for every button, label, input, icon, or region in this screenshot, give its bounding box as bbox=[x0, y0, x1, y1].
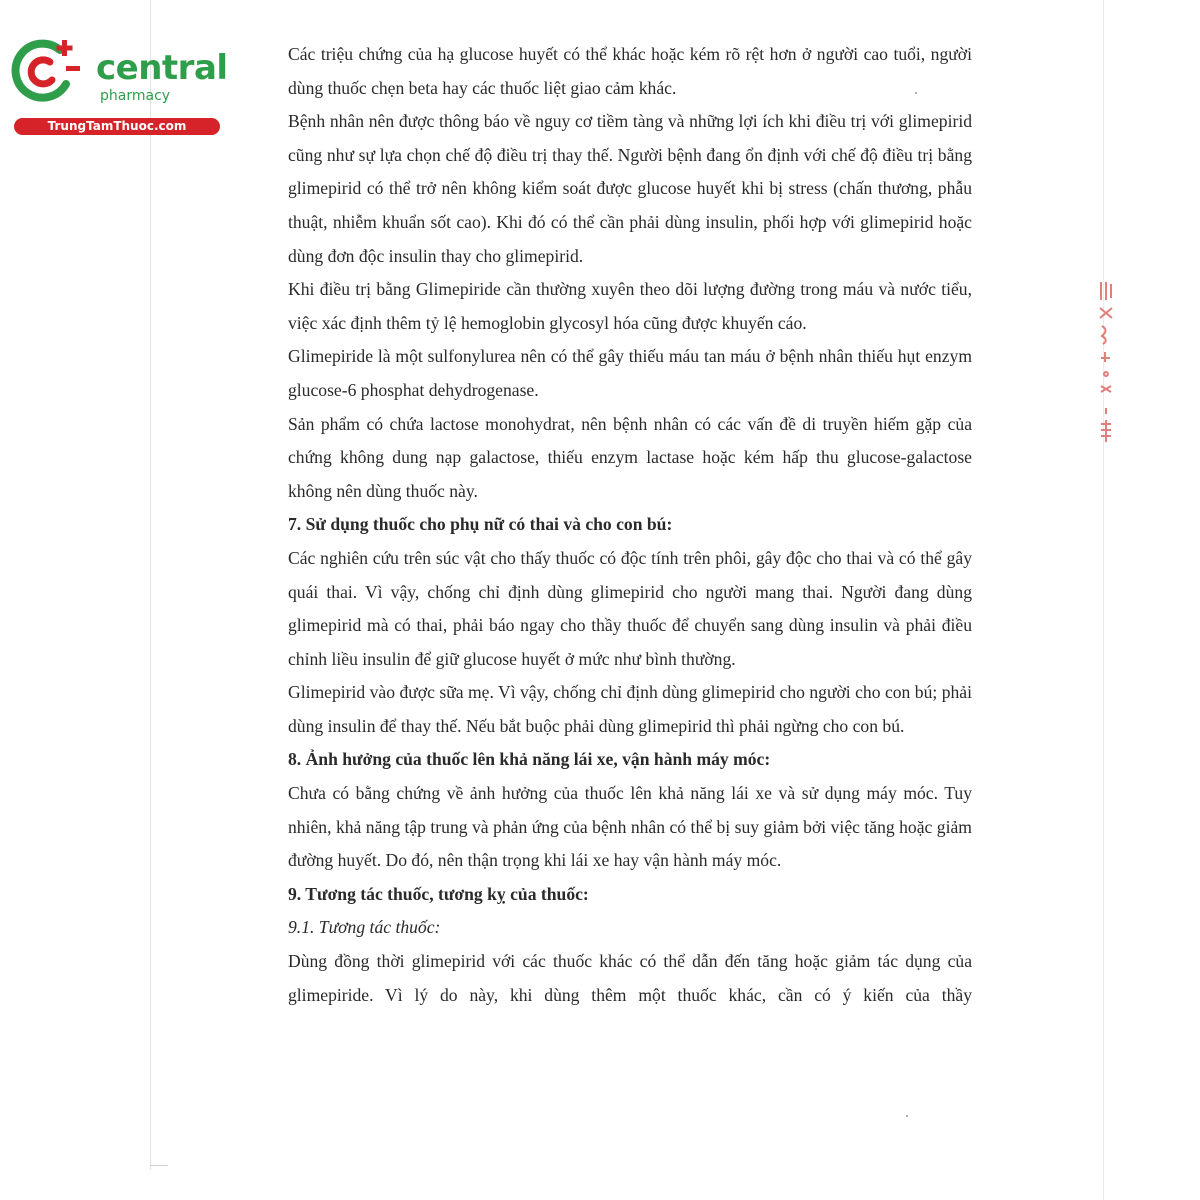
section-subheading: 9.1. Tương tác thuốc: bbox=[288, 917, 441, 938]
scan-corner-mark bbox=[150, 1165, 168, 1166]
section-heading: 9. Tương tác thuốc, tương kỵ của thuốc: bbox=[288, 883, 589, 904]
body-paragraph: Các triệu chứng của hạ glucose huyết có thể khác hoặc kém rõ rệt hơn ở người cao tuổi, người dùng thuốc chẹn beta hay các thuốc liệt giao cảm khác. bbox=[288, 44, 972, 98]
scan-speck bbox=[915, 92, 917, 94]
section-heading: 8. Ảnh hưởng của thuốc lên khả năng lái xe, vận hành máy móc: bbox=[288, 749, 771, 770]
section-heading: 7. Sử dụng thuốc cho phụ nữ có thai và cho con bú: bbox=[288, 514, 673, 535]
logo-site-banner[interactable]: TrungTamThuoc.com bbox=[14, 118, 220, 135]
body-paragraph: Các nghiên cứu trên súc vật cho thấy thuốc có độc tính trên phôi, gây độc cho thai và có thể gây quái thai. Vì vậy, chống chỉ định dùng glimepirid cho người mang thai. Người đang dùng glimepirid mà có thai, phải báo ngay cho thầy thuốc để chuyển sang dùng insulin và phải điều chỉnh liều insulin để giữ glucose huyết ở mức như bình thường. bbox=[288, 547, 972, 669]
body-paragraph: Chưa có bằng chứng về ảnh hưởng của thuốc lên khả năng lái xe và sử dụng máy móc. Tuy nhiên, khả năng tập trung và phản ứng của bệnh nhân có thể bị suy giảm bởi việc tăng hoặc giảm đường huyết. Do đó, nên thận trọng khi lái xe hay vận hành máy móc. bbox=[288, 783, 972, 871]
scan-speck bbox=[906, 1115, 908, 1117]
page-edge-right bbox=[1103, 0, 1104, 1200]
body-paragraph: Dùng đồng thời glimepirid với các thuốc khác có thể dẫn đến tăng hoặc giảm tác dụng của glimepiride. Vì lý do này, khi dùng thêm một thuốc khác, cần có ý kiến của thầy bbox=[288, 951, 972, 1005]
document-body bbox=[288, 38, 972, 1012]
central-pharmacy-logo[interactable] bbox=[10, 38, 228, 138]
page-edge-left bbox=[150, 0, 151, 1170]
body-paragraph: Glimepirid vào được sữa mẹ. Vì vậy, chống chỉ định dùng glimepirid cho người cho con bú; phải dùng insulin để thay thế. Nếu bắt buộc phải dùng glimepirid thì phải ngừng cho con bú. bbox=[288, 682, 972, 736]
red-margin-stamp bbox=[1093, 278, 1119, 448]
body-paragraph: Sản phẩm có chứa lactose monohydrat, nên bệnh nhân có các vấn đề di truyền hiếm gặp của chứng không dung nạp galactose, thiếu enzym lactase hoặc kém hấp thu glucose-galactose không nên dùng thuốc này. bbox=[288, 413, 972, 501]
body-paragraph: Bệnh nhân nên được thông báo về nguy cơ tiềm tàng và những lợi ích khi điều trị với glimepirid cũng như sự lựa chọn chế độ điều trị thay thế. Người bệnh đang ổn định với chế độ điều trị bằng glimepirid có thể trở nên không kiểm soát được glucose huyết khi bị stress (chấn thương, phẫu thuật, nhiễm khuẩn sốt cao). Khi đó có thể cần phải dùng insulin, phối hợp với glimepirid hoặc dùng đơn độc insulin thay cho glimepirid. bbox=[288, 111, 972, 266]
body-paragraph: Khi điều trị bằng Glimepiride cần thường xuyên theo dõi lượng đường trong máu và nước tiểu, việc xác định thêm tỷ lệ hemoglobin glycosyl hóa cũng được khuyến cáo. bbox=[288, 279, 972, 333]
central-pharmacy-logo-icon bbox=[10, 38, 80, 104]
logo-brand-text: central bbox=[96, 48, 228, 88]
body-paragraph: Glimepiride là một sulfonylurea nên có thể gây thiếu máu tan máu ở bệnh nhân thiếu hụt enzym glucose-6 phosphat dehydrogenase. bbox=[288, 346, 972, 400]
logo-sub-text: pharmacy bbox=[100, 88, 171, 104]
